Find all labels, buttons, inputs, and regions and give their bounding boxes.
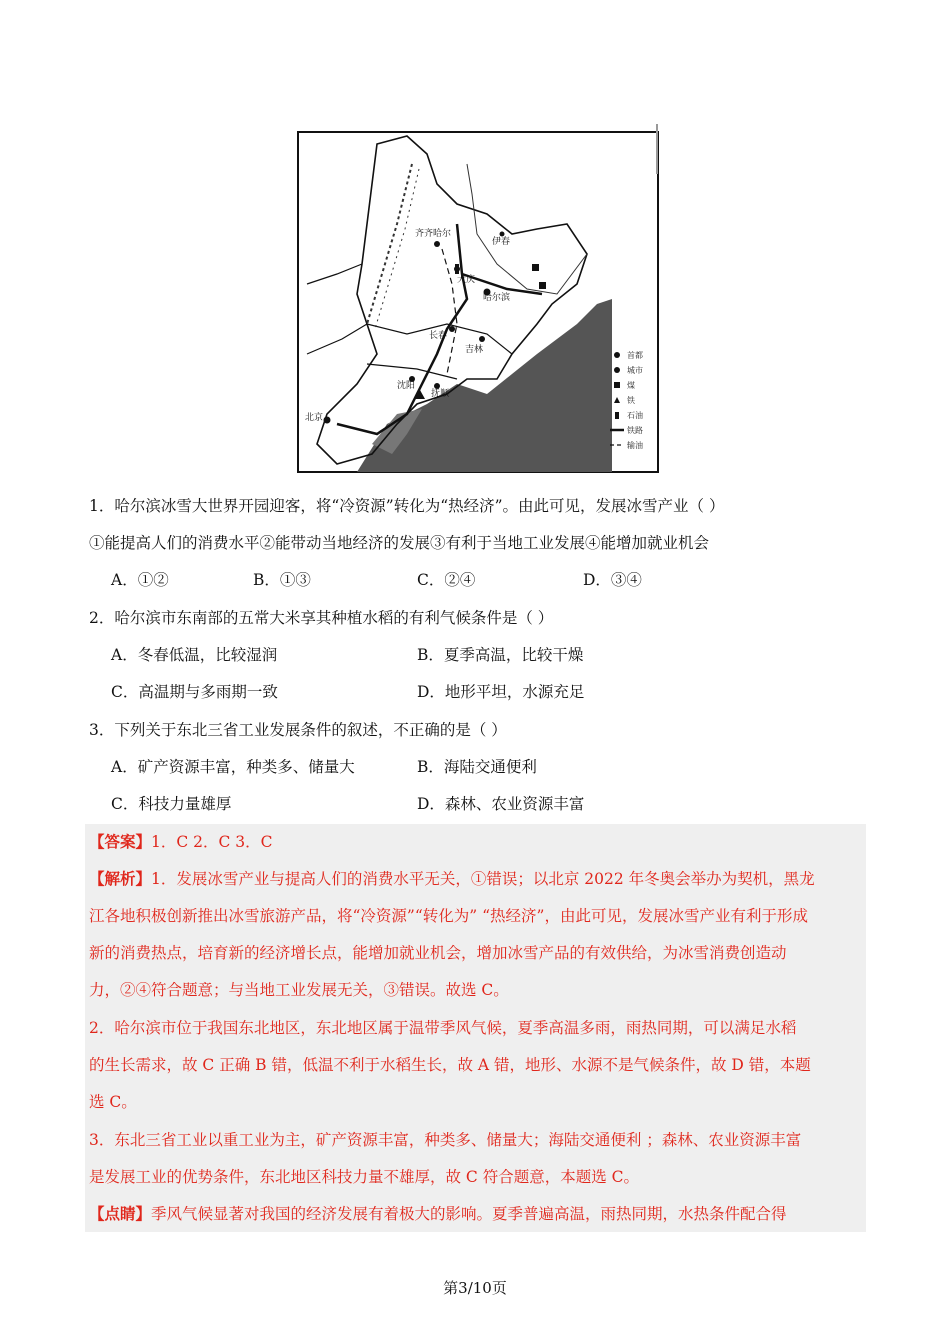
- svg-text:城市: 城市: [627, 366, 643, 375]
- analysis-line-5: 2．哈尔滨市位于我国东北地区，东北地区属于温带季风气候，夏季高温多雨，雨热同期，可以满足水稻: [89, 1019, 797, 1037]
- tip-text: 季风气候显著对我国的经济发展有着极大的影响。夏季普遍高温，雨热同期，水热条件配合得: [151, 1205, 787, 1223]
- q2-option-d[interactable]: D．地形平坦，水源充足: [417, 683, 585, 701]
- q1-option-c[interactable]: C．②④: [417, 571, 476, 589]
- q2-option-b[interactable]: B．夏季高温，比较干燥: [417, 646, 584, 664]
- analysis-line-9: 是发展工业的优势条件，东北地区科技力量不雄厚，故 C 符合题意，本题选 C。: [89, 1168, 640, 1186]
- tip-tag: 【点睛】: [89, 1204, 152, 1223]
- q3-stem: 3．下列关于东北三省工业发展条件的叙述，不正确的是（ ）: [89, 721, 507, 739]
- svg-text:输油: 输油: [627, 441, 643, 450]
- answer-tag: 【答案】: [89, 832, 152, 851]
- city-label-harbin: 哈尔滨: [483, 293, 511, 303]
- analysis-line-2: 江各地积极创新推出冰雪旅游产品，将“冷资源”“转化为” “热经济”，由此可见，发展冰雪产业有利于形成: [89, 907, 808, 925]
- svg-text:煤: 煤: [627, 381, 635, 390]
- analysis-text-1: 1．发展冰雪产业与提高人们的消费水平无关，①错误；以北京 2022 年冬奥会举办为契机，黑龙: [151, 870, 815, 888]
- city-label-changchun: 长春: [429, 331, 448, 341]
- q1-stem: 1．哈尔滨冰雪大世界开园迎客，将“冷资源”转化为“热经济”。由此可见，发展冰雪产业（ ）: [89, 497, 725, 515]
- city-label-daqing: 大庆: [457, 275, 476, 285]
- q1-statements: ①能提高人们的消费水平②能带动当地经济的发展③有利于当地工业发展④能增加就业机会: [89, 534, 710, 552]
- tip-line: [89, 1204, 787, 1224]
- svg-text:石油: 石油: [627, 411, 643, 420]
- q3-option-c[interactable]: C．科技力量雄厚: [111, 795, 232, 813]
- analysis-tag: 【解析】: [89, 869, 152, 888]
- q1-option-d[interactable]: D．③④: [583, 571, 642, 589]
- city-label-beijing: 北京: [305, 413, 324, 423]
- q2-option-a[interactable]: A．冬春低温，比较湿润: [111, 646, 278, 664]
- svg-text:首都: 首都: [627, 351, 643, 360]
- q1-option-b[interactable]: B．①③: [253, 571, 311, 589]
- city-label-fushun: 抚顺: [431, 389, 450, 399]
- analysis-line-4: 力，②④符合题意；与当地工业发展无关，③错误。故选 C。: [89, 981, 509, 999]
- q2-option-c[interactable]: C．高温期与多雨期一致: [111, 683, 278, 701]
- analysis-line-1: [89, 869, 815, 889]
- analysis-line-6: 的生长需求，故 C 正确 B 错，低温不利于水稻生长，故 A 错，地形、水源不是气候条件，故 D 错，本题: [89, 1056, 811, 1074]
- analysis-line-8: 3．东北三省工业以重工业为主，矿产资源丰富，种类多、储量大；海陆交通便利 ；森林、农业资源丰富: [89, 1131, 802, 1149]
- q3-option-a[interactable]: A．矿产资源丰富，种类多、储量大: [111, 758, 355, 776]
- northeast-china-map: [297, 124, 661, 476]
- analysis-line-3: 新的消费热点，培育新的经济增长点，能增加就业机会，增加冰雪产品的有效供给，为冰雪消费创造动: [89, 944, 787, 962]
- analysis-line-7: 选 C。: [89, 1093, 137, 1111]
- q3-option-b[interactable]: B．海陆交通便利: [417, 758, 537, 776]
- answer-text: 1．C 2．C 3．C: [151, 833, 273, 851]
- city-label-qiqihar: 齐齐哈尔: [415, 229, 452, 239]
- answer-line: [89, 832, 273, 852]
- svg-text:铁: 铁: [627, 396, 635, 405]
- city-label-yichun: 伊春: [492, 237, 511, 247]
- svg-text:铁路: 铁路: [627, 426, 643, 435]
- q2-stem: 2．哈尔滨市东南部的五常大米享其种植水稻的有利气候条件是（ ）: [89, 609, 554, 627]
- city-label-shenyang: 沈阳: [397, 381, 416, 391]
- q1-option-a[interactable]: A．①②: [111, 571, 169, 589]
- page-number: 第3/10页: [443, 1279, 507, 1297]
- city-label-jilin: 吉林: [465, 345, 484, 355]
- q3-option-d[interactable]: D．森林、农业资源丰富: [417, 795, 585, 813]
